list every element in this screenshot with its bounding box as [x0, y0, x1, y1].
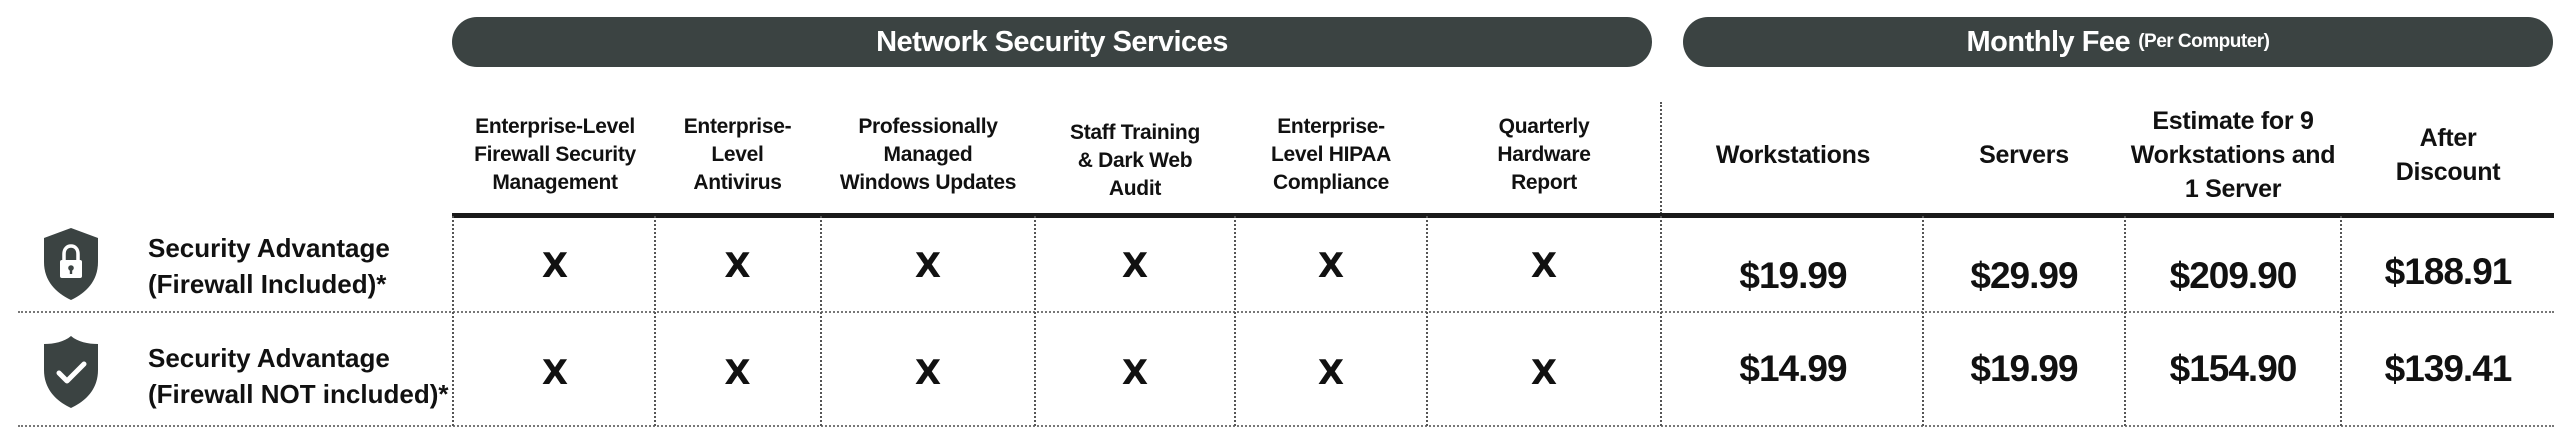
plan-name-line1: Security Advantage	[148, 233, 390, 263]
service-cell: X	[914, 353, 942, 393]
service-cell: X	[541, 246, 569, 286]
plan-name	[148, 340, 448, 412]
estimate-price: $154.90	[2169, 348, 2297, 389]
header-hipaa-compliance: Enterprise- Level HIPAA Compliance	[1270, 115, 1391, 194]
workstation-price: $19.99	[1739, 255, 1847, 296]
service-cell: X	[541, 353, 569, 393]
fee-banner	[1683, 17, 2553, 67]
plan-name-line2: (Firewall NOT included)*	[148, 379, 449, 409]
shield-lock-icon	[40, 226, 102, 302]
plan-name	[148, 230, 390, 302]
service-cell: X	[1317, 246, 1345, 286]
fee-banner-subtitle: (Per Computer)	[2138, 31, 2270, 52]
plan-name-line1: Security Advantage	[148, 343, 390, 373]
header-antivirus: Enterprise- Level Antivirus	[683, 115, 792, 194]
estimate-price: $209.90	[2169, 255, 2297, 296]
service-cell: X	[724, 246, 751, 286]
header-estimate: Estimate for 9 Workstations and 1 Server	[2130, 107, 2336, 203]
server-price: $19.99	[1970, 348, 2078, 389]
service-cell: X	[1530, 353, 1558, 393]
server-price: $29.99	[1970, 255, 2078, 296]
header-after-discount: After Discount	[2395, 124, 2501, 186]
header-staff-training: Staff Training & Dark Web Audit	[1070, 121, 1200, 200]
header-windows-updates: Professionally Managed Windows Updates	[839, 115, 1017, 194]
row-divider-bottom	[18, 425, 2554, 427]
discount-price: $139.41	[2384, 348, 2512, 389]
header-divider	[1660, 102, 1662, 214]
service-cell: X	[1121, 353, 1149, 393]
grid-line	[452, 216, 454, 426]
services-banner	[452, 17, 1652, 67]
workstation-price: $14.99	[1739, 348, 1847, 389]
service-cell: X	[1317, 353, 1345, 393]
service-cell: X	[1121, 246, 1149, 286]
discount-price: $188.91	[2384, 251, 2512, 292]
header-workstations: Workstations	[1715, 141, 1871, 169]
shield-check-icon	[40, 334, 102, 410]
header-hardware-report: Quarterly Hardware Report	[1497, 115, 1591, 194]
header-rule	[452, 213, 2554, 218]
header-servers: Servers	[1979, 141, 2069, 169]
services-banner-title: Network Security Services	[876, 25, 1228, 58]
plan-name-line2: (Firewall Included)*	[148, 269, 387, 299]
service-cell: X	[914, 246, 942, 286]
fee-banner-title: Monthly Fee	[1966, 25, 2131, 58]
service-cell: X	[724, 353, 751, 393]
header-firewall-management: Enterprise-Level Firewall Security Management	[474, 115, 636, 194]
service-cell: X	[1530, 246, 1558, 286]
